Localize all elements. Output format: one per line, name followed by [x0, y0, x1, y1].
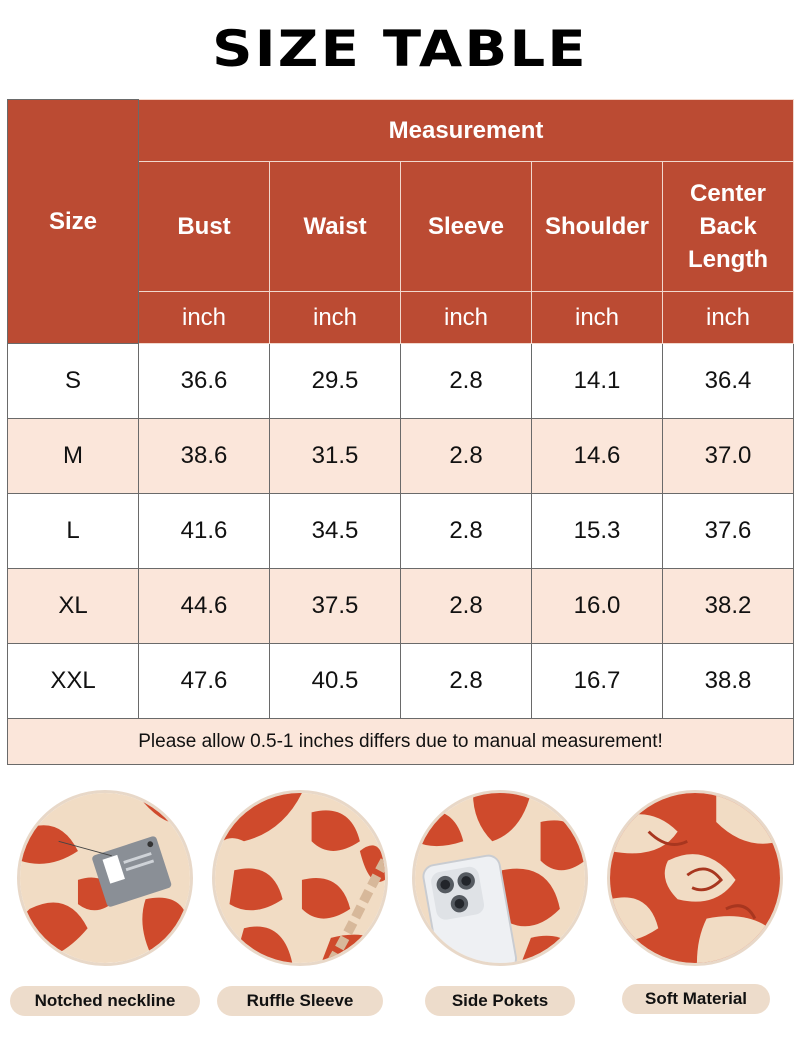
unit-label: inch	[270, 292, 401, 344]
notched-neckline-photo-icon	[17, 790, 193, 966]
column-header-sleeve: Sleeve	[401, 162, 532, 292]
size-cell: S	[8, 344, 139, 419]
column-header-shoulder: Shoulder	[532, 162, 663, 292]
value-cell: 31.5	[270, 419, 401, 494]
measurement-note: Please allow 0.5-1 inches differs due to manual measurement!	[8, 719, 794, 765]
feature-label: Ruffle Sleeve	[217, 986, 383, 1016]
feature-side-pockets	[405, 790, 595, 1030]
size-table	[7, 99, 794, 765]
unit-label: inch	[532, 292, 663, 344]
size-cell: M	[8, 419, 139, 494]
value-cell: 2.8	[401, 494, 532, 569]
value-cell: 16.7	[532, 644, 663, 719]
value-cell: 2.8	[401, 644, 532, 719]
table-row	[8, 569, 794, 644]
value-cell: 38.8	[663, 644, 794, 719]
value-cell: 34.5	[270, 494, 401, 569]
table-row	[8, 344, 794, 419]
feature-label: Side Pokets	[425, 986, 575, 1016]
value-cell: 38.6	[139, 419, 270, 494]
side-pockets-photo-icon	[412, 790, 588, 966]
value-cell: 16.0	[532, 569, 663, 644]
value-cell: 2.8	[401, 344, 532, 419]
page-title: SIZE TABLE	[212, 20, 588, 78]
value-cell: 37.0	[663, 419, 794, 494]
unit-label: inch	[139, 292, 270, 344]
unit-label: inch	[663, 292, 794, 344]
value-cell: 47.6	[139, 644, 270, 719]
feature-ruffle-sleeve	[205, 790, 395, 1030]
value-cell: 41.6	[139, 494, 270, 569]
feature-strip	[0, 790, 800, 1030]
unit-label: inch	[401, 292, 532, 344]
table-row	[8, 419, 794, 494]
value-cell: 40.5	[270, 644, 401, 719]
size-cell: L	[8, 494, 139, 569]
feature-label: Notched neckline	[10, 986, 200, 1016]
value-cell: 29.5	[270, 344, 401, 419]
value-cell: 14.6	[532, 419, 663, 494]
value-cell: 36.6	[139, 344, 270, 419]
column-header-bust: Bust	[139, 162, 270, 292]
size-header: Size	[8, 100, 139, 344]
value-cell: 37.5	[270, 569, 401, 644]
value-cell: 38.2	[663, 569, 794, 644]
soft-material-photo-icon	[607, 790, 783, 966]
value-cell: 36.4	[663, 344, 794, 419]
size-cell: XL	[8, 569, 139, 644]
column-header-center-back-length: Center Back Length	[663, 162, 794, 292]
feature-soft-material	[600, 790, 790, 1030]
value-cell: 2.8	[401, 419, 532, 494]
value-cell: 15.3	[532, 494, 663, 569]
feature-notched-neckline	[10, 790, 200, 1030]
value-cell: 14.1	[532, 344, 663, 419]
size-cell: XXL	[8, 644, 139, 719]
table-row	[8, 644, 794, 719]
feature-label: Soft Material	[622, 984, 770, 1014]
value-cell: 37.6	[663, 494, 794, 569]
value-cell: 44.6	[139, 569, 270, 644]
column-header-waist: Waist	[270, 162, 401, 292]
measurement-header: Measurement	[139, 100, 794, 162]
ruffle-sleeve-photo-icon	[212, 790, 388, 966]
value-cell: 2.8	[401, 569, 532, 644]
table-row	[8, 494, 794, 569]
